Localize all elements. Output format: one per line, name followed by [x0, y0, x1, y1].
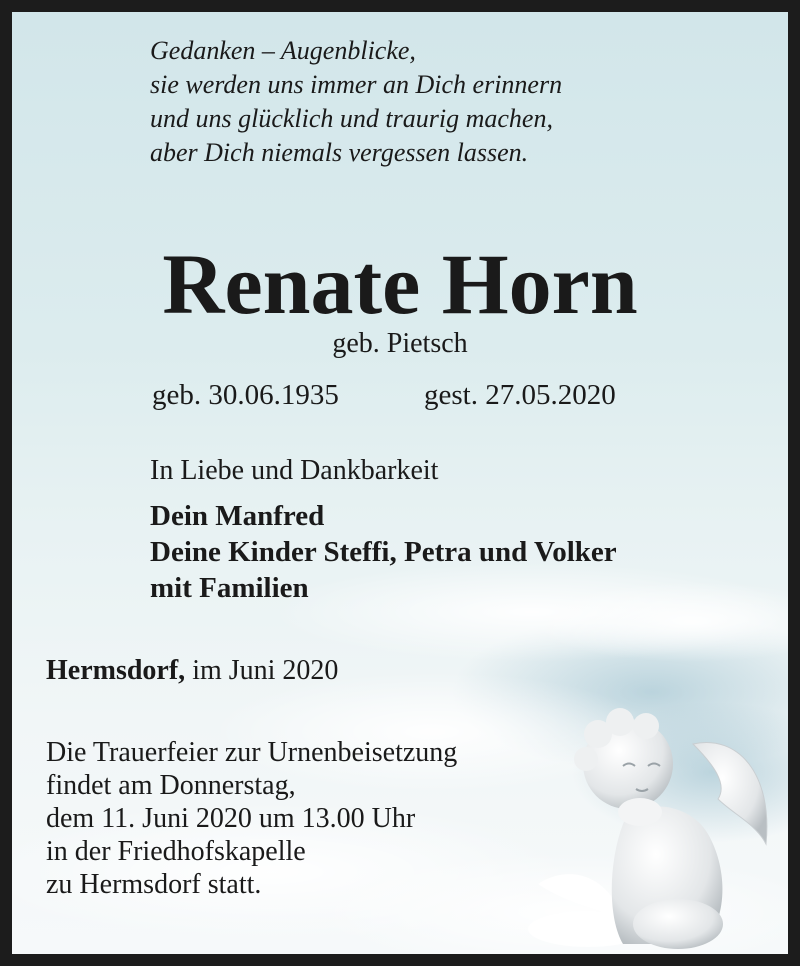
deceased-name: Renate Horn — [162, 236, 638, 332]
service-line: dem 11. Juni 2020 um 13.00 Uhr — [46, 803, 416, 834]
poem-line: sie werden uns immer an Dich erinnern — [150, 70, 563, 99]
mourner-line: Deine Kinder Steffi, Petra und Volker — [150, 536, 617, 568]
mourner-line: Dein Manfred — [150, 500, 325, 532]
poem-line: aber Dich niemals vergessen lassen. — [150, 138, 529, 167]
notice-date: im Juni 2020 — [192, 655, 339, 686]
poem-line: und uns glücklich und traurig machen, — [150, 104, 553, 133]
service-line: zu Hermsdorf statt. — [46, 869, 262, 900]
birth-date: geb. 30.06.1935 — [152, 379, 339, 411]
angel-figurine-image — [528, 704, 788, 954]
service-line: Die Trauerfeier zur Urnenbeisetzung — [46, 737, 458, 768]
place-date — [46, 655, 338, 687]
maiden-name: geb. Pietsch — [332, 328, 468, 359]
dedication-text: In Liebe und Dankbarkeit — [150, 455, 439, 486]
service-line: findet am Donnerstag, — [46, 770, 296, 801]
death-date: gest. 27.05.2020 — [424, 379, 616, 411]
mourner-line: mit Familien — [150, 572, 309, 604]
poem-line: Gedanken – Augenblicke, — [150, 36, 416, 65]
service-line: in der Friedhofskapelle — [46, 836, 306, 867]
town-name: Hermsdorf, — [46, 655, 186, 686]
